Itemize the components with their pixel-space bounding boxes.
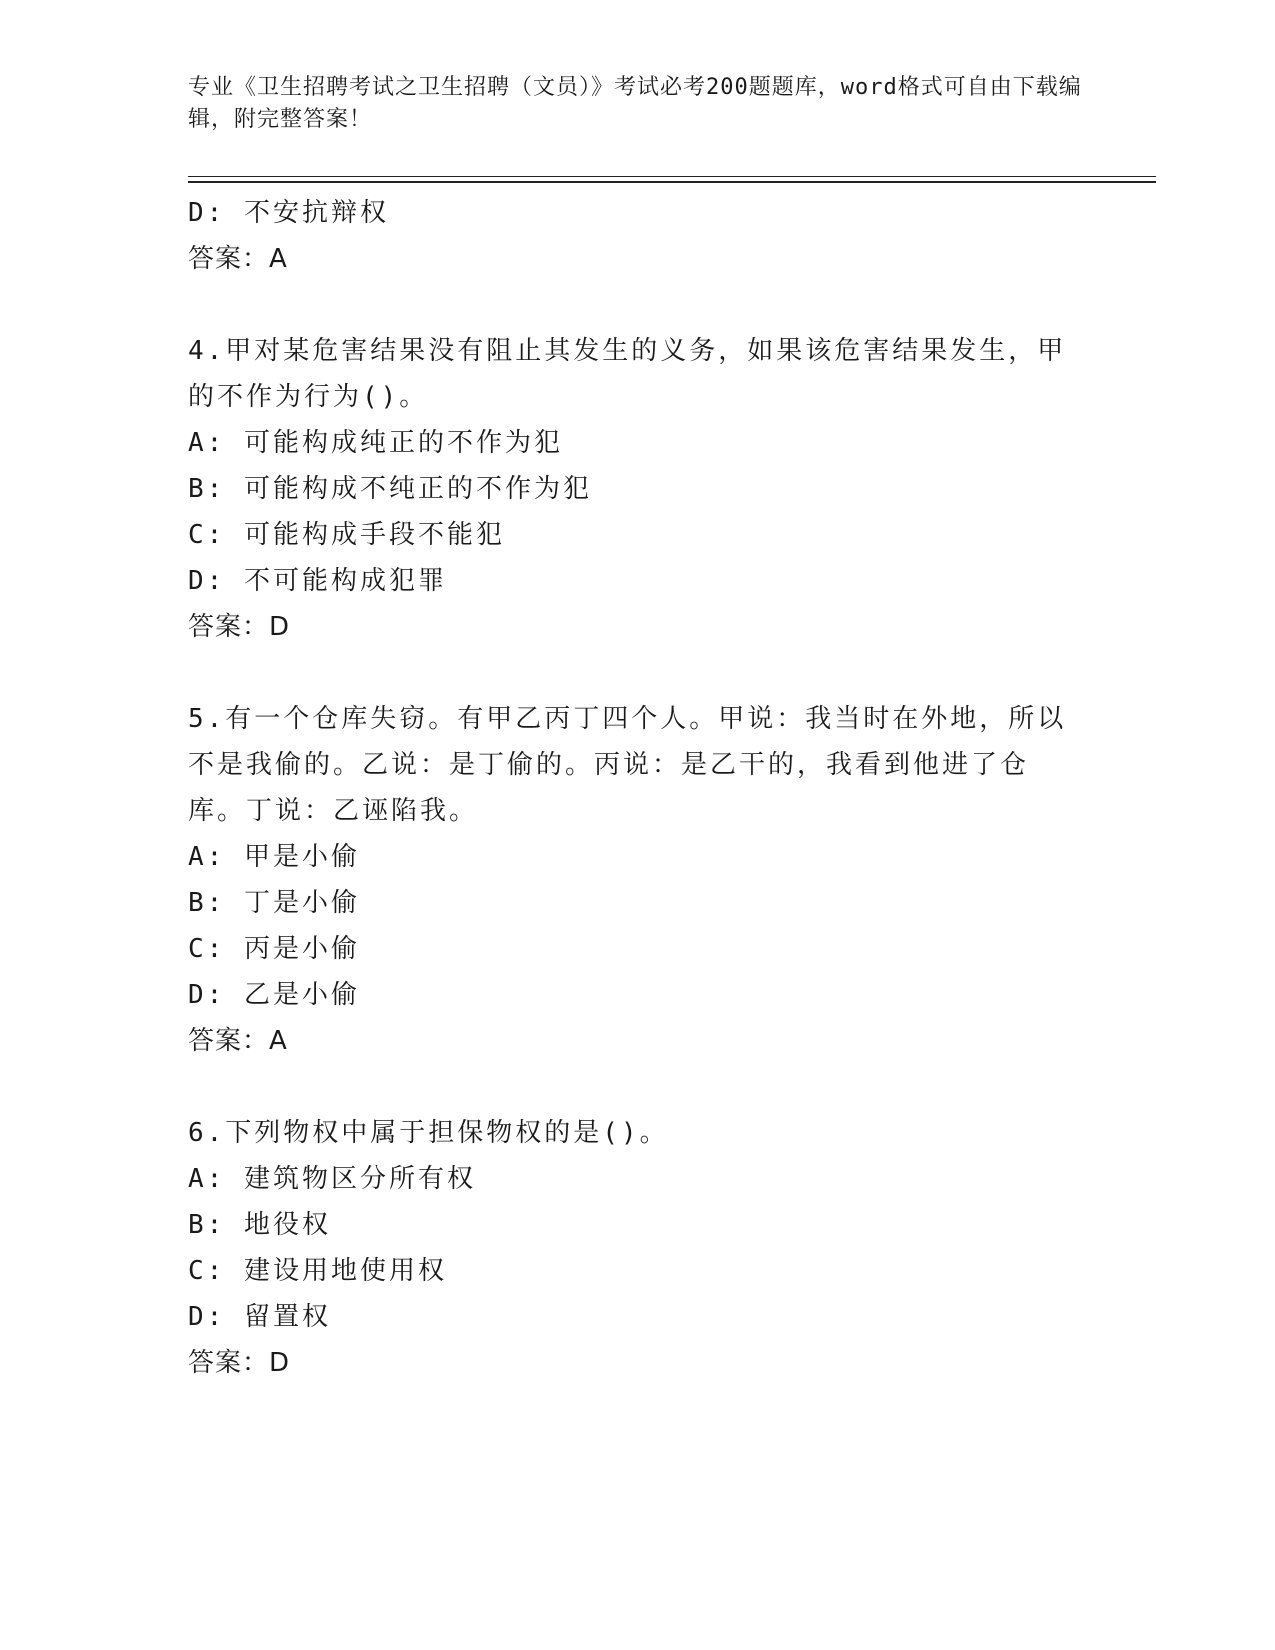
header-divider-thick [188, 181, 1156, 183]
option-d: D: 留置权 [188, 1302, 331, 1332]
answer: 答案：D [188, 1348, 291, 1378]
option-b: B: 丁是小偷 [188, 888, 360, 918]
option-c: C: 丙是小偷 [188, 934, 360, 964]
option-d: D: 不可能构成犯罪 [188, 566, 447, 596]
option-a: A: 甲是小偷 [188, 842, 360, 872]
question-stem: 4.甲对某危害结果没有阻止其发生的义务，如果该危害结果发生，甲的不作为行为()。 [188, 336, 1067, 412]
header-divider-thin [188, 176, 1156, 177]
document-body [188, 190, 1068, 1386]
option-a: A: 建筑物区分所有权 [188, 1164, 476, 1194]
option-c: C: 可能构成手段不能犯 [188, 520, 505, 550]
option-d: D: 不安抗辩权 [188, 198, 389, 228]
option-b: B: 地役权 [188, 1210, 331, 1240]
question-stem: 6.下列物权中属于担保物权的是()。 [188, 1118, 669, 1148]
continued-question [188, 190, 1068, 282]
option-b: B: 可能构成不纯正的不作为犯 [188, 474, 592, 504]
question-stem: 5.有一个仓库失窃。有甲乙丙丁四个人。甲说：我当时在外地，所以不是我偷的。乙说：是丁偷的。丙说：是乙干的，我看到他进了仓库。丁说：乙诬陷我。 [188, 704, 1067, 826]
option-d: D: 乙是小偷 [188, 980, 360, 1010]
answer: 答案：A [188, 244, 288, 274]
document-header: 专业《卫生招聘考试之卫生招聘（文员）》考试必考200题题库，word格式可自由下载编辑，附完整答案！ [188, 75, 1082, 132]
answer: 答案：D [188, 612, 291, 642]
question-6 [188, 1110, 1068, 1386]
answer: 答案：A [188, 1026, 288, 1056]
question-4 [188, 328, 1068, 650]
option-a: A: 可能构成纯正的不作为犯 [188, 428, 563, 458]
option-c: C: 建设用地使用权 [188, 1256, 447, 1286]
question-5 [188, 696, 1068, 1064]
